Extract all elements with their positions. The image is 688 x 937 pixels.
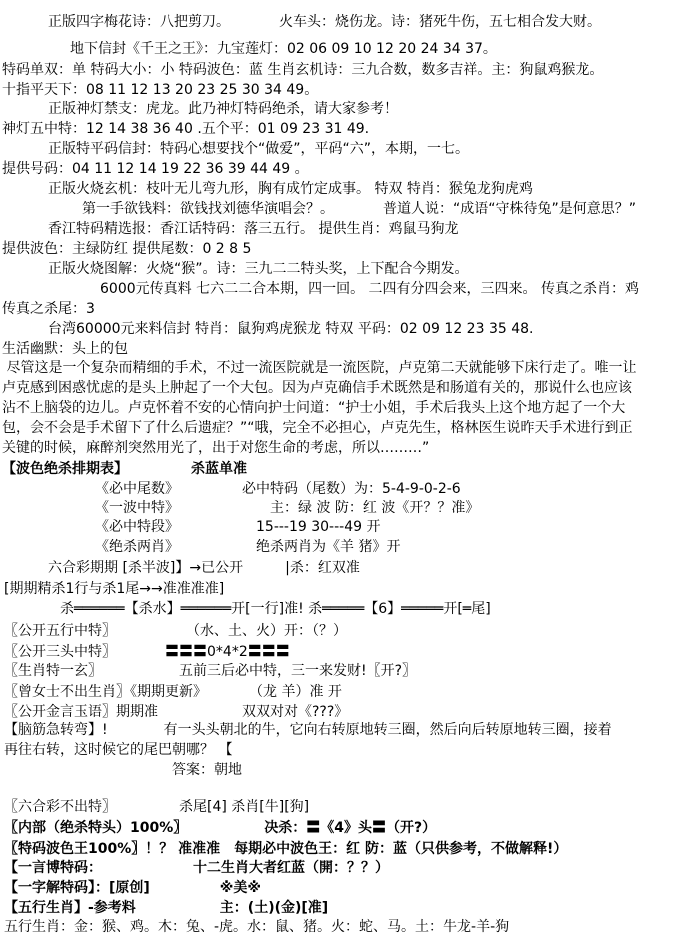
- text-line: 台湾60000元来料信封 特肖：鼠狗鸡虎猴龙 特双 平码：02 09 12 23 35 48.: [48, 321, 534, 337]
- text-line: 〖特码波色王100%〗！？ 准准准 每期必中波色王：红 防：蓝（只供参考，不做解释!）: [4, 841, 568, 857]
- text-line: 〖公开五行中特〗 （水、土、火）开：（？）: [4, 623, 347, 639]
- text-line: 《一波中特》 主：绿 波 防：红 波《开？？准》: [95, 500, 480, 516]
- text-line: 卢克感到困惑忧虑的是头上肿起了一个大包。因为卢克确信手术既然是和肠道有关的，那说什么也应该: [2, 380, 632, 396]
- text-line: 《必中特段》 15---19 30---49 开: [95, 519, 381, 535]
- text-line: 正版神灯禁支：虎龙。此乃神灯特码绝杀，请大家参考！: [48, 101, 398, 117]
- text-line: 答案：朝地: [172, 762, 242, 778]
- text-line: 十指平天下：08 11 12 13 20 23 25 30 34 49。: [2, 82, 319, 98]
- text-line: 杀══════【杀水】══════开[一行]准! 杀═════【6】═════开[═尾]: [60, 601, 491, 617]
- text-line: 正版火烧图解：火烧“猴”。诗：三九二二特头奖，上下配合今期发。: [48, 261, 469, 277]
- text-line: 正版四字梅花诗：八把剪刀。 火车头：烧伤龙。诗：猪死牛伤，五七相合发大财。: [48, 14, 601, 30]
- text-line: 6000元传真料 七六二二合本期，四一回。 二四有分四会来，三四来。 传真之杀肖：鸡: [100, 281, 639, 297]
- text-line: 【一字解特码】：[原创] ※美※: [4, 880, 262, 896]
- text-line: 第一手欲钱料：欲钱找刘德华演唱会？。 普道人说：“成语“守株待兔”是何意思？”: [82, 201, 637, 217]
- text-line: 【脑筋急转弯】! 有一头头朝北的牛，它向右转原地转三圈，然后向后转原地转三圈，接着: [4, 722, 612, 738]
- text-line: 正版特平码信封：特码心想要找个“做爱”，平码“六”，本期，一七。: [48, 141, 470, 157]
- text-line: 提供波色：主绿防红 提供尾数：0 2 8 5: [2, 241, 252, 257]
- text-line: 〖曾女士不出生肖〗《期期更新》 （龙 羊）准 开: [4, 684, 342, 700]
- text-line: 《必中尾数》 必中特码（尾数）为：5-4-9-0-2-6: [95, 481, 461, 497]
- text-line: 再往右转，这时候它的尾巴朝哪？ 【: [4, 742, 233, 758]
- text-line: 生活幽默：头上的包: [2, 341, 128, 357]
- text-line: 香江特码精选报：香江话特码：落三五行。 提供生肖：鸡鼠马狗龙: [48, 221, 459, 237]
- text-line: 〖六合彩不出特〗 杀尾[4] 杀肖[牛][狗]: [4, 799, 310, 815]
- text-line: 沾不上脑袋的边儿。卢克怀着不安的心情向护士问道：“护士小姐，手术后我头上这个地方起了一个大: [2, 400, 626, 416]
- text-line: 地下信封《千王之王》：九宝莲灯：02 06 09 10 12 20 24 34 37。: [70, 41, 497, 57]
- text-line: 正版火烧玄机：枝叶无儿弯九形，胸有成竹定成事。 特双 特肖：猴兔龙狗虎鸡: [48, 181, 533, 197]
- text-line: 六合彩期期 [杀半波]】→已公开 |杀：红双准: [48, 560, 360, 576]
- text-line: 〖内部（绝杀特头）100%〗 决杀：〓《4》头〓（开?）: [4, 820, 437, 836]
- text-line: 关键的时候，麻醉剂突然用光了，出于对您生命的考虑，所以………”: [2, 440, 430, 456]
- text-line: 尽管这是一个复杂而精细的手术，不过一流医院就是一流医院，卢克第二天就能够下床行走了。唯一让: [2, 360, 637, 376]
- text-line: 〖公开三头中特〗 〓〓〓0*4*2〓〓〓: [4, 644, 290, 660]
- text-line: 特码单双：单 特码大小：小 特码波色：蓝 生肖玄机诗：三九合数，数多吉祥。主：狗鼠鸡猴龙。: [2, 62, 604, 78]
- text-line: [期期精杀1行与杀1尾→→准准准准]: [4, 581, 225, 597]
- text-line: 提供号码：04 11 12 14 19 22 36 39 44 49 。: [2, 161, 309, 177]
- text-line: 神灯五中特：12 14 38 36 40 .五个平：01 09 23 31 49.: [2, 121, 370, 137]
- text-line: 【一言博特码： 十二生肖大者红蓝（開：？？）: [4, 860, 389, 876]
- text-line: 包，会不会是手术留下了什么后遗症？”“哦，完全不必担心，卢克先生，格林医生说昨天手术进行到正: [2, 420, 633, 436]
- text-line: 〖公开金言玉语〗期期准 双双对对《???》: [4, 704, 349, 720]
- text-line: 〖生肖特一玄〗 五前三后必中特，三一来发财!〖开?〗: [4, 663, 417, 679]
- text-line: 【波色绝杀排期表】 杀蓝单准: [2, 461, 247, 477]
- text-line: 《绝杀两肖》 绝杀两肖为《羊 猪》开: [95, 539, 401, 555]
- text-line: 传真之杀尾：3: [2, 301, 95, 317]
- text-line: 【五行生肖】-参考料 主：(土)(金)[准]: [4, 900, 329, 916]
- text-line: 五行生肖：金：猴、鸡。木：兔、-虎。水：鼠、猪。火：蛇、马。土：牛龙-羊-狗: [4, 919, 510, 935]
